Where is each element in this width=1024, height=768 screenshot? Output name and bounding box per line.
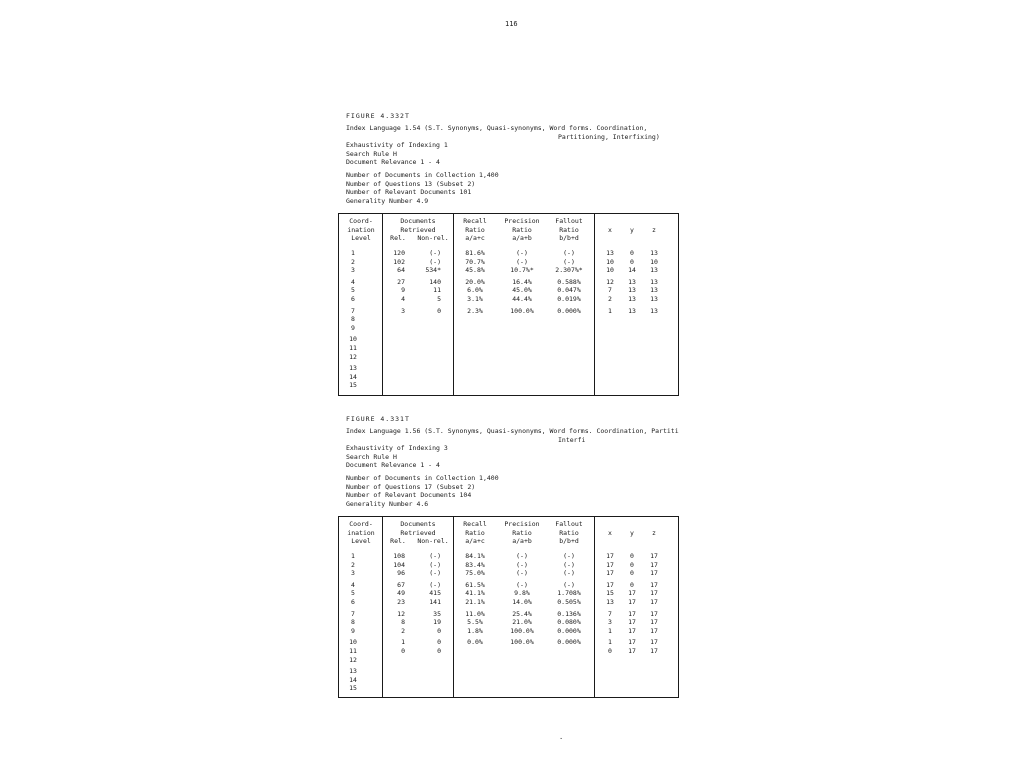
cell-nonrel: 0	[437, 647, 441, 655]
cell-rel: 120	[393, 249, 405, 257]
header-level: Coord-	[349, 520, 373, 528]
index-language-cont-text: Partitioning, Interfixing)	[558, 132, 660, 141]
cell-recall: 3.1%	[467, 295, 483, 303]
cell-recall: 2.3%	[467, 306, 483, 315]
table-row	[339, 266, 678, 274]
cell-precision: (-)	[516, 580, 528, 589]
cell-rel: 108	[393, 552, 405, 560]
page-number: 116	[505, 20, 518, 28]
cell-nonrel: (-)	[429, 249, 441, 257]
header-precision: Ratio	[512, 225, 532, 234]
cell-z: 17	[650, 618, 658, 627]
cell-x: 17	[606, 569, 614, 578]
search-rule: Search Rule H	[346, 452, 397, 461]
table-row	[339, 344, 678, 352]
cell-z: 17	[650, 609, 658, 618]
header-y: y	[630, 528, 634, 537]
cell-x: 17	[606, 552, 614, 560]
cell-y: 17	[628, 638, 636, 647]
cell-x: 10	[606, 257, 614, 266]
table-row	[339, 647, 678, 655]
table-row	[339, 258, 678, 266]
cell-y: 17	[628, 626, 636, 635]
header-x: x	[608, 225, 612, 234]
figure-block	[346, 112, 686, 390]
cell-recall: 83.4%	[465, 560, 485, 569]
cell-level: 10	[349, 335, 357, 344]
cell-nonrel: (-)	[429, 580, 441, 589]
cell-recall: 41.1%	[465, 589, 485, 598]
cell-fallout: 0.080%	[557, 618, 581, 627]
cell-precision: (-)	[516, 257, 528, 266]
cell-y: 14	[628, 266, 636, 275]
cell-precision: 21.0%	[512, 618, 532, 627]
cell-rel: 67	[397, 580, 405, 589]
results-table	[338, 213, 679, 396]
table-row	[339, 353, 678, 361]
header-documents: Retrieved	[400, 225, 436, 234]
cell-recall: 21.1%	[465, 598, 485, 606]
cell-level: 13	[349, 667, 357, 676]
cell-rel: 3	[401, 306, 405, 315]
collection: Number of Documents in Collection 1,400	[346, 473, 499, 482]
header-rel: Rel.	[390, 537, 406, 546]
table-row	[339, 589, 678, 597]
figure-block	[346, 415, 686, 693]
cell-precision: (-)	[516, 560, 528, 569]
cell-fallout: (-)	[563, 560, 575, 569]
cell-rel: 102	[393, 257, 405, 266]
cell-level: 2	[351, 560, 355, 569]
table-row	[339, 373, 678, 381]
cell-fallout: 0.000%	[557, 306, 581, 315]
cell-level: 1	[351, 249, 355, 257]
cell-fallout: 0.000%	[557, 638, 581, 647]
table-row	[339, 335, 678, 343]
cell-precision: 25.4%	[512, 609, 532, 618]
table-row	[339, 324, 678, 332]
cell-precision: 44.4%	[512, 295, 532, 303]
cell-level: 4	[351, 580, 355, 589]
header-documents: Documents	[400, 217, 436, 225]
header-recall: a/a+c	[465, 537, 485, 546]
header-fallout: Fallout	[555, 520, 583, 528]
results-table	[338, 516, 679, 698]
header-nonrel: Non-rel.	[417, 234, 449, 243]
cell-nonrel: 11	[433, 286, 441, 295]
table-row	[339, 598, 678, 606]
header-level: Level	[351, 234, 371, 243]
cell-z: 10	[650, 257, 658, 266]
cell-recall: 61.5%	[465, 580, 485, 589]
cell-fallout: 1.708%	[557, 589, 581, 598]
cell-x: 0	[608, 647, 612, 655]
cell-rel: 49	[397, 589, 405, 598]
cell-z: 17	[650, 569, 658, 578]
header-level: ination	[347, 528, 375, 537]
cell-level: 7	[351, 306, 355, 315]
generality: Generality Number 4.9	[346, 196, 429, 205]
cell-rel: 1	[401, 638, 405, 647]
page-bottom-mark: .	[559, 733, 564, 741]
cell-level: 13	[349, 364, 357, 373]
cell-x: 7	[608, 609, 612, 618]
cell-y: 17	[628, 609, 636, 618]
cell-y: 0	[630, 560, 634, 569]
cell-rel: 9	[401, 286, 405, 295]
cell-nonrel: (-)	[429, 257, 441, 266]
cell-rel: 104	[393, 560, 405, 569]
table-row	[339, 249, 678, 257]
table-row	[339, 684, 678, 692]
generality: Generality Number 4.6	[346, 499, 429, 508]
cell-precision: (-)	[516, 249, 528, 257]
index-language-text: Index Language 1.56 (S.T. Synonyms, Quasi-synonyms, Word forms. Coordination, Partiti	[346, 427, 679, 435]
cell-precision: 14.0%	[512, 598, 532, 606]
relevance: Document Relevance 1 - 4	[346, 158, 440, 167]
cell-fallout: (-)	[563, 580, 575, 589]
cell-rel: 2	[401, 626, 405, 635]
figure-title: FIGURE 4.331T	[346, 415, 410, 423]
cell-precision: (-)	[516, 552, 528, 560]
table-row	[339, 381, 678, 389]
cell-nonrel: (-)	[429, 560, 441, 569]
cell-z: 17	[650, 589, 658, 598]
cell-level: 8	[351, 618, 355, 627]
cell-y: 13	[628, 306, 636, 315]
collection-info	[346, 474, 686, 508]
relevance: Document Relevance 1 - 4	[346, 461, 440, 470]
cell-x: 1	[608, 638, 612, 647]
cell-nonrel: 19	[433, 618, 441, 627]
cell-y: 0	[630, 249, 634, 257]
cell-nonrel: 35	[433, 609, 441, 618]
cell-fallout: (-)	[563, 257, 575, 266]
collection-info	[346, 171, 686, 205]
cell-precision: 10.7%*	[510, 266, 534, 275]
cell-nonrel: 534*	[425, 266, 441, 275]
cell-fallout: (-)	[563, 569, 575, 578]
exhaustivity: Exhaustivity of Indexing 1	[346, 141, 448, 150]
cell-nonrel: 0	[437, 638, 441, 647]
table-row	[339, 552, 678, 560]
cell-z: 17	[650, 647, 658, 655]
header-fallout: Ratio	[559, 225, 579, 234]
cell-z: 13	[650, 306, 658, 315]
cell-z: 17	[650, 638, 658, 647]
cell-rel: 12	[397, 609, 405, 618]
table-row	[339, 364, 678, 372]
table-row	[339, 618, 678, 626]
cell-fallout: 0.047%	[557, 286, 581, 295]
cell-x: 15	[606, 589, 614, 598]
cell-nonrel: 141	[429, 598, 441, 606]
cell-nonrel: 0	[437, 306, 441, 315]
cell-precision: 9.8%	[514, 589, 530, 598]
cell-y: 17	[628, 618, 636, 627]
cell-precision: (-)	[516, 569, 528, 578]
cell-precision: 100.0%	[510, 626, 534, 635]
cell-y: 0	[630, 580, 634, 589]
header-recall: Recall	[463, 520, 487, 528]
index-language-text: Index Language 1.54 (S.T. Synonyms, Quasi-synonyms, Word forms. Coordination,	[346, 124, 648, 132]
header-z: z	[652, 225, 656, 234]
header-precision: Ratio	[512, 528, 532, 537]
cell-level: 11	[349, 344, 357, 352]
cell-recall: 81.6%	[465, 249, 485, 257]
relevant-docs: Number of Relevant Documents 104	[346, 491, 472, 500]
cell-rel: 64	[397, 266, 405, 275]
cell-x: 12	[606, 277, 614, 286]
table-row	[339, 295, 678, 303]
cell-x: 13	[606, 598, 614, 606]
cell-y: 0	[630, 569, 634, 578]
header-fallout: b/b+d	[559, 234, 579, 243]
cell-x: 1	[608, 626, 612, 635]
cell-recall: 75.0%	[465, 569, 485, 578]
index-language	[346, 124, 686, 133]
cell-z: 17	[650, 626, 658, 635]
cell-level: 6	[351, 598, 355, 606]
cell-x: 2	[608, 295, 612, 303]
header-recall: a/a+c	[465, 234, 485, 243]
cell-fallout: 0.505%	[557, 598, 581, 606]
cell-fallout: 0.588%	[557, 277, 581, 286]
cell-x: 3	[608, 618, 612, 627]
cell-recall: 1.8%	[467, 626, 483, 635]
cell-x: 7	[608, 286, 612, 295]
cell-level: 2	[351, 257, 355, 266]
header-precision: Precision	[504, 520, 540, 528]
cell-recall: 45.8%	[465, 266, 485, 275]
cell-level: 11	[349, 647, 357, 655]
cell-fallout: 0.000%	[557, 626, 581, 635]
header-x: x	[608, 528, 612, 537]
cell-recall: 11.0%	[465, 609, 485, 618]
cell-level: 4	[351, 277, 355, 286]
table-row	[339, 307, 678, 315]
cell-y: 17	[628, 598, 636, 606]
cell-rel: 8	[401, 618, 405, 627]
header-z: z	[652, 528, 656, 537]
table-row	[339, 667, 678, 675]
cell-precision: 45.0%	[512, 286, 532, 295]
cell-rel: 0	[401, 647, 405, 655]
cell-z: 17	[650, 598, 658, 606]
table-row	[339, 561, 678, 569]
header-documents: Retrieved	[400, 528, 436, 537]
cell-level: 9	[351, 626, 355, 635]
cell-x: 17	[606, 580, 614, 589]
header-recall: Ratio	[465, 528, 485, 537]
cell-z: 17	[650, 580, 658, 589]
header-precision: a/a+b	[512, 234, 532, 243]
cell-nonrel: 415	[429, 589, 441, 598]
header-y: y	[630, 225, 634, 234]
cell-level: 15	[349, 381, 357, 390]
table-row	[339, 676, 678, 684]
table-row	[339, 286, 678, 294]
cell-rel: 27	[397, 277, 405, 286]
cell-y: 17	[628, 589, 636, 598]
header-recall: Recall	[463, 217, 487, 225]
header-recall: Ratio	[465, 225, 485, 234]
table-row	[339, 610, 678, 618]
cell-fallout: 2.307%*	[555, 266, 583, 275]
cell-z: 13	[650, 295, 658, 303]
index-language-continued	[346, 133, 686, 142]
cell-rel: 96	[397, 569, 405, 578]
cell-z: 17	[650, 552, 658, 560]
cell-recall: 20.0%	[465, 277, 485, 286]
index-language-continued	[346, 436, 686, 445]
header-precision: Precision	[504, 217, 540, 225]
table-row	[339, 656, 678, 664]
cell-level: 6	[351, 295, 355, 303]
header-level: ination	[347, 225, 375, 234]
cell-nonrel: (-)	[429, 569, 441, 578]
cell-recall: 6.0%	[467, 286, 483, 295]
cell-precision: 100.0%	[510, 306, 534, 315]
cell-rel: 4	[401, 295, 405, 303]
cell-level: 5	[351, 589, 355, 598]
cell-nonrel: 0	[437, 626, 441, 635]
cell-z: 13	[650, 249, 658, 257]
cell-z: 13	[650, 266, 658, 275]
cell-level: 12	[349, 655, 357, 664]
table-row	[339, 278, 678, 286]
cell-y: 17	[628, 647, 636, 655]
cell-precision: 100.0%	[510, 638, 534, 647]
cell-fallout: 0.019%	[557, 295, 581, 303]
cell-recall: 5.5%	[467, 618, 483, 627]
cell-level: 3	[351, 569, 355, 578]
cell-level: 3	[351, 266, 355, 275]
index-language-cont-text: Interfi	[558, 435, 586, 444]
cell-level: 7	[351, 609, 355, 618]
table-row	[339, 315, 678, 323]
header-fallout: Ratio	[559, 528, 579, 537]
header-documents: Documents	[400, 520, 436, 528]
cell-x: 10	[606, 266, 614, 275]
index-language	[346, 427, 686, 436]
cell-recall: 84.1%	[465, 552, 485, 560]
cell-fallout: (-)	[563, 249, 575, 257]
cell-level: 14	[349, 675, 357, 684]
cell-level: 8	[351, 315, 355, 324]
header-level: Coord-	[349, 217, 373, 225]
cell-x: 17	[606, 560, 614, 569]
cell-z: 13	[650, 277, 658, 286]
table-row	[339, 569, 678, 577]
cell-precision: 16.4%	[512, 277, 532, 286]
cell-z: 17	[650, 560, 658, 569]
cell-y: 13	[628, 286, 636, 295]
header-fallout: b/b+d	[559, 537, 579, 546]
header-rel: Rel.	[390, 234, 406, 243]
cell-nonrel: 5	[437, 295, 441, 303]
collection: Number of Documents in Collection 1,400	[346, 170, 499, 179]
table-row	[339, 581, 678, 589]
cell-y: 0	[630, 552, 634, 560]
relevant-docs: Number of Relevant Documents 101	[346, 188, 472, 197]
cell-recall: 0.0%	[467, 638, 483, 647]
cell-x: 1	[608, 306, 612, 315]
table-row	[339, 638, 678, 646]
exhaustivity: Exhaustivity of Indexing 3	[346, 444, 448, 453]
questions: Number of Questions 17 (Subset 2)	[346, 482, 476, 491]
header-precision: a/a+b	[512, 537, 532, 546]
cell-y: 13	[628, 295, 636, 303]
cell-x: 13	[606, 249, 614, 257]
cell-nonrel: (-)	[429, 552, 441, 560]
figure-title: FIGURE 4.332T	[346, 112, 410, 120]
cell-rel: 23	[397, 598, 405, 606]
search-rule: Search Rule H	[346, 149, 397, 158]
cell-fallout: 0.136%	[557, 609, 581, 618]
cell-level: 10	[349, 638, 357, 647]
cell-level: 12	[349, 352, 357, 361]
cell-nonrel: 140	[429, 277, 441, 286]
header-fallout: Fallout	[555, 217, 583, 225]
cell-y: 0	[630, 257, 634, 266]
cell-level: 5	[351, 286, 355, 295]
cell-level: 1	[351, 552, 355, 560]
cell-level: 14	[349, 372, 357, 381]
table-row	[339, 627, 678, 635]
cell-recall: 70.7%	[465, 257, 485, 266]
header-level: Level	[351, 537, 371, 546]
questions: Number of Questions 13 (Subset 2)	[346, 179, 476, 188]
cell-z: 13	[650, 286, 658, 295]
cell-fallout: (-)	[563, 552, 575, 560]
cell-y: 13	[628, 277, 636, 286]
header-nonrel: Non-rel.	[417, 537, 449, 546]
cell-level: 15	[349, 684, 357, 693]
cell-level: 9	[351, 323, 355, 332]
